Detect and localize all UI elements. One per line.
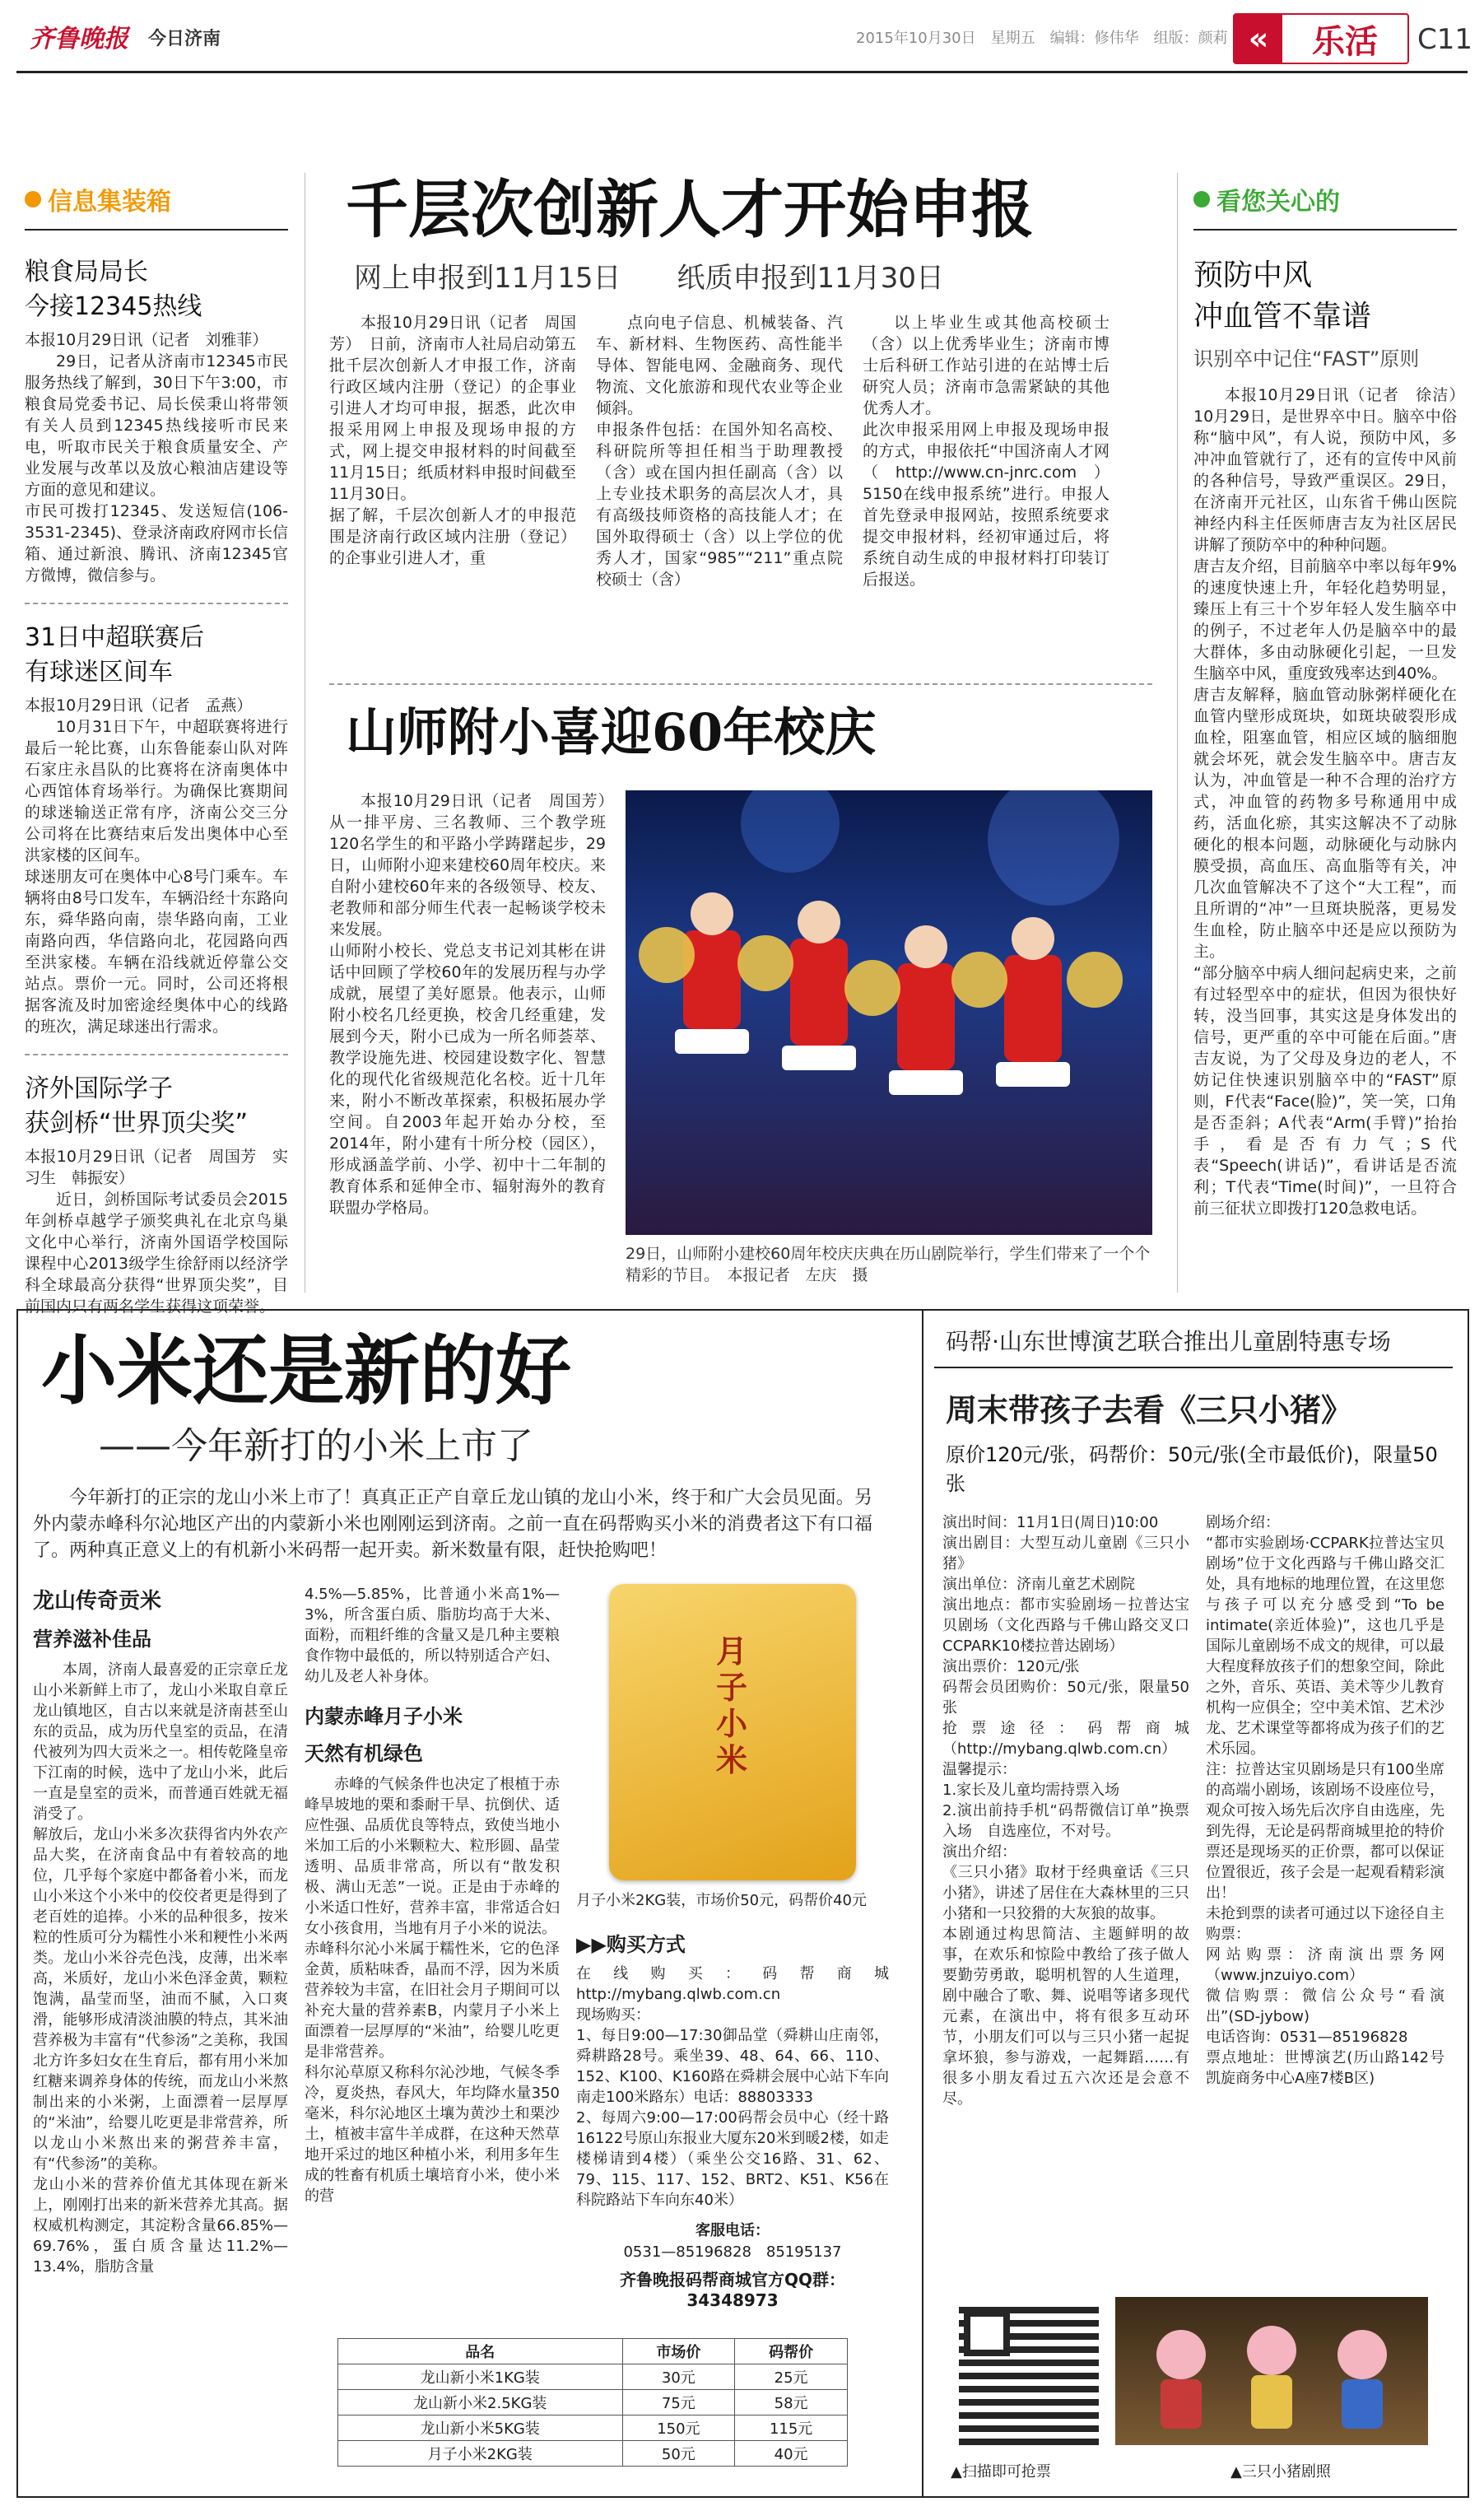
ad-sec1-sub: 营养滋补佳品 — [33, 1628, 151, 1651]
table-header: 市场价 — [622, 2339, 735, 2364]
green-dot-icon — [1193, 191, 1210, 207]
right-divider — [1193, 229, 1457, 231]
hotline-label: 客服电话： — [695, 2222, 770, 2239]
ad-lead: 今年新打的正宗的龙山小米上市了！真真正正产自章丘龙山镇的龙山小米，终于和广大会员见面。另外内蒙赤峰科尔沁地区产出的内蒙新小米也刚刚运到济南。之前一直在码帮购买小米的消费者这下有口福了。两种真正意义上的有机新小米码帮一起开卖。新米数量有限，赶快抢购吧！ — [33, 1488, 872, 1561]
brief-title: 济外国际学子 获剑桥“世界顶尖奖” — [25, 1074, 249, 1138]
brief-item-2 — [25, 621, 288, 1037]
main-subhead: 网上申报到11月15日 纸质申报到11月30日 — [354, 262, 945, 295]
brief-item-1 — [25, 255, 288, 586]
main-col-2: 点向电子信息、机械装备、汽车、新材料、生物医药、高性能半导体、智能电网、金融商务、现代物流、文化旅游和现代农业等企业倾斜。 申报条件包括：在国外知名高校、科研院所等担任相当于助理教授（含）或在国内担任副高（含）以上专业技术职务的高层次人才，具有高级技师资格的高技能人才；在国外取得硕士（含）以上学位的优秀人才，国家“985”“211”重点院校硕士（含） — [596, 314, 843, 589]
date-line: 2015年10月30日 星期五 编辑：修伟华 组版：颜莉 — [856, 30, 1228, 47]
right-body: 本报10月29日讯（记者 徐洁） 10月29日，是世界卒中日。脑卒中俗称“脑中风”，有人说，预防中风，多冲冲血管就行了，还有的宣传中风前的各种信号，导致严重误区。29日，在济南开元社区，山东省千佛山医院神经内科主任医师唐吉友为社区居民讲解了预防卒中的种种问题。 唐吉友介绍，目前脑卒中率以每年9%的速度快速上升，年轻化趋势明显，臻压上有三十个岁年轻人发生脑卒中的例子，不过老年人仍是脑卒中的最大群体，多由动脉硬化引起，一旦发生脑卒中风，重度致残率达到40%。 唐吉友解释，脑血管动脉粥样硬化在血管内壁形成斑块，如斑块破裂形成血栓，阻塞血管，相应区域的脑细胞就会坏死，就会发生脑卒中。唐吉友认为，冲血管是一种不合理的治疗方式，冲血管的药物多号称通用中成药，活血化瘀，其实这解决不了动脉硬化的根本问题，动脉硬化与动脉内膜受损，高血压、高血脂等有关，冲几次血管解决不了这个“大工程”，而且所谓的“冲”一旦斑块脱落，更易发生血栓，防止脑卒中还是应以预防为主。 “部分脑卒中病人细问起病史来，之前有过轻型卒中的症状，但因为很快好转，没当回事，其实这是身体发出的信号，更严重的卒中可能在后面。”唐吉友说，为了父母及身边的老人，不妨记住快速识别脑卒中的“FAST”原则，F代表“Face(脸)”，笑一笑，口角是否歪斜；A代表“Arm(手臂)”抬抬手，看是否有力气；S代表“Speech(讲话)”，看讲话是否流利；T代表“Time(时间)”，一旦符合前三征状立即拨打120急救电话。 — [1193, 386, 1457, 1218]
ad-col2-body: 4.5%—5.85%，比普通小米高1%—3%，所含蛋白质、脂肪均高于大米、面粉，而粗纤维的含量又是几种主要粮食作物中最低的，所以特别适合产妇、幼儿及老人补身体。 — [305, 1586, 560, 1685]
right-section-label: 看您关心的 — [1217, 188, 1340, 217]
pig-photo — [1115, 2297, 1428, 2445]
left-column — [25, 181, 288, 1317]
paper-logo: 齐鲁晚报 — [30, 25, 128, 54]
ad-sec2-body: 赤峰的气候条件也决定了根植于赤峰旱坡地的栗和黍耐干旱、抗倒伏、适应性强、品质优良等特点，致使当地小米加工后的小米颗粒大、粒形圆、晶莹透明、品质非常高，所以有“散发积极、满山无恙”一说。正是由于赤峰的小米适口性好，营养丰富，非常适合妇女小孩食用，当地有月子小米的说法。 赤峰科尔沁小米属于糯性米，它的色泽金黄，质粘味香，晶而不浮，因为米质营养较为丰富，在旧社会月子期间可以补充大量的营养素B，内蒙月子小米上面漂着一层厚厚的“米油”，给婴儿吃更是非常营养。 科尔沁草原又称科尔沁沙地，气候冬季冷，夏炎热，春风大，年均降水量350毫米，科尔沁地区土壤为黄沙土和栗沙土，植被丰富牛羊成群，在这种天然草地开采过的地区种植小米，利用多年生成的牲畜有机质土壤培育小米，使小米的营 — [305, 1776, 560, 2205]
product-label: 月子小米 — [716, 1633, 748, 1778]
qr-finder-icon — [964, 2310, 1010, 2356]
ad-right-price: 原价120元/张，码帮价：50元/张(全市最低价)，限量50张 — [946, 1443, 1438, 1495]
table-cell: 龙山新小米2.5KG装 — [338, 2390, 623, 2415]
ad-right-col1: 演出时间：11月1日(周日)10:00 演出剧目：大型互动儿童剧《三只小猪》 演出单位：济南儿童艺术剧院 演出地点：都市实验剧场－拉普达宝贝剧场（文化西路与千佛山路交叉口CCPARK10楼拉普达剧场） 演出票价：120元/张 码帮会员团购价：50元/张，限量50张 抢票途径：码帮商城（http://mybang.qlwb.com.cn） 温馨提示： 1.家长及儿童均需持票入场 2.演出前持手机“码帮微信订单”换票入场 自选座位，不对号。 演出介绍： 《三只小猪》取材于经典童话《三只小猪》，讲述了居住在大森林里的三只小猪和一只狡猾的大灰狼的故事。 本剧通过构思简洁、主题鲜明的故事，在欢乐和惊险中教给了孩子做人要勤劳勇敢，聪明机智的人生道理，剧中融合了歌、舞、说唱等诸多现代元素，在演出中，将有很多互动环节，小朋友们可以与三只小猪一起捉拿坏狼，参与游戏，一起舞蹈……有很多小朋友看过五六次还是会意不尽。 — [942, 1514, 1189, 2108]
ad-sec2-title: 内蒙赤峰月子小米 — [305, 1705, 463, 1728]
ad-right-top: 码帮·山东世博演艺联合推出儿童剧特惠专场 — [946, 1328, 1391, 1355]
badge-chevron-icon: « — [1235, 15, 1282, 63]
school-body: 本报10月29日讯（记者 周国芳） 从一排平房、三名教师、三个教学班120名学生的和平路小学踌躇起步，29日，山师附小迎来建校60周年校庆。来自附小建校60年来的各级领导、校友、老教师和部分师生代表一起畅谈学校未来发展。 山师附小校长、党总支书记刘其彬在讲话中回顾了学校60年的发展历程与办学成就，展望了美好愿景。他表示，山师附小校名几经更换，校舍几经重建，发展到今天，附小已成为一所名师荟萃、教学设施先进、校园建设数字化、智慧化的现代化省级规范化名校。近十几年来，附小不断改革探索，积极拓展办学空间。自2003年起开始办分校，至2014年，附小建有十所分校（园区），形成涵盖学前、小学、初中十二年制的教育体系和延伸全市、辐射海外的教育联盟办学格局。 — [329, 792, 606, 1217]
ad-subhead: ——今年新打的小米上市了 — [99, 1425, 533, 1467]
ad-right-headline: 周末带孩子去看《三只小猪》 — [946, 1392, 1353, 1428]
brief-title: 粮食局局长 今接12345热线 — [25, 258, 202, 321]
brief-item-3 — [25, 1072, 288, 1317]
masthead — [0, 0, 1484, 74]
brief-separator — [25, 603, 288, 604]
main-headline: 千层次创新人才开始申报 — [346, 173, 1034, 246]
table-cell: 月子小米2KG装 — [338, 2441, 623, 2467]
table-cell: 30元 — [622, 2364, 735, 2390]
table-cell: 75元 — [622, 2390, 735, 2415]
pig-photo-caption: ▲三只小猪剧照 — [1230, 2463, 1331, 2481]
buy-body: 在线购买：码帮商城http://mybang.qlwb.com.cn 现场购买： 1、每日9:00—17:30御品堂（舜耕山庄南邻，舜耕路28号。乘坐39、48、64、66、110、152、K100、K160路在舜耕会展中心站下车向南走100米路东）电话：88803333 2、每周六9:00—17:00码帮会员中心（经十路16122号原山东报业大厦东20米到暖2楼，如走楼梯请到4楼）（乘坐公交16路、31、62、79、115、117、152、BRT2、K51、K56在科院路站下车向东40米） — [576, 1965, 889, 2209]
left-section-label: 信息集装箱 — [48, 188, 171, 217]
buy-title: ▶▶购买方式 — [576, 1933, 686, 1956]
right-col-vrule — [1177, 173, 1178, 1293]
left-divider — [25, 229, 288, 231]
table-cell: 150元 — [622, 2415, 735, 2441]
story-separator — [329, 683, 1152, 685]
main-col-3: 以上毕业生或其他高校硕士（含）以上优秀毕业生；济南市博士后科研工作站引进的在站博士后研究人员；济南市急需紧缺的其他优秀人才。 此次申报采用网上申报及现场申报的方式，申报依托“中国济南人才网（http://www.cn-jnrc.com）5150在线申报系统”进行。申报人首先登录申报网站，按照系统要求提交申报材料，经初审通过后，将系统自动生成的申报材料打印装订后报送。 — [863, 314, 1110, 589]
ad-right-col2: 剧场介绍： “都市实验剧场·CCPARK拉普达宝贝剧场”位于文化西路与千佛山路交汇处，具有地标的地理位置，在这里您与孩子可以充分感受到“To be intimate(亲近体验)”，这也几乎是国际儿童剧场不成文的规律，可以最大程度释放孩子们的想象空间，除此之外，音乐、英语、美术等少儿教育机构一应俱全；空中美术馆、艺术沙龙、艺术课堂等都将成为孩子们的艺术乐园。 注：拉普达宝贝剧场是只有100坐席的高端小剧场，该剧场不设座位号，观众可按入场先后次序自由选座，先到先得，无论是码帮商城里抢的特价票还是现场买的正价票，都可以保证位置很近，孩子会是一起观看精彩演出！ 未抢到票的读者可通过以下途径自主购票： 网站购票：济南演出票务网（www.jnzuiyo.com） 微信购票：微信公众号“看演出”(SD-jybow) 电话咨询：0531—85196828 票点地址：世博演艺(历山路142号凯旋商务中心A座7楼B区) — [1206, 1514, 1444, 2087]
ad-divider — [922, 1309, 923, 2496]
table-cell: 50元 — [622, 2441, 735, 2467]
product-caption: 月子小米2KG装，市场价50元，码帮价40元 — [576, 1892, 868, 1909]
orange-dot-icon — [25, 191, 41, 207]
table-header: 码帮价 — [735, 2339, 848, 2364]
price-table — [337, 2338, 848, 2467]
table-cell: 25元 — [735, 2364, 848, 2390]
table-cell: 40元 — [735, 2441, 848, 2467]
brief-separator — [25, 1054, 288, 1055]
performance-photo-graphic — [626, 790, 1152, 1235]
school-story — [329, 700, 1152, 1286]
table-cell: 龙山新小米1KG装 — [338, 2364, 623, 2390]
three-pigs-graphic — [1115, 2297, 1428, 2445]
ad-right-rule — [934, 1367, 1453, 1368]
main-story — [329, 173, 1152, 590]
right-subhead: 识别卒中记住“FAST”原则 — [1193, 347, 1420, 370]
ad-headline: 小米还是新的好 — [41, 1326, 572, 1415]
right-headline: 预防中风 冲血管不靠谱 — [1193, 259, 1372, 333]
school-photo — [626, 790, 1152, 1235]
brief-body: 10月31日下午，中超联赛将进行最后一轮比赛，山东鲁能泰山队对阵石家庄永昌队的比赛将在济南奥体中心西馆体育场举行。为确保比赛期间的球迷输送正常有序，济南公交三分公司将在比赛结束后发出奥体中心至洪家楼的区间车。 球迷朋友可在奥体中心8号门乘车。车辆将由8号口发车，车辆沿经十东路向东，舜华路向南，崇华路向南，工业南路向西，华信路向北，花园路向西至洪家楼。车辆在沿线就近停靠公交站点。票价一元。同时，公司还将根据客流及时加密途经奥体中心的线路的班次，满足球迷出行需求。 — [25, 718, 288, 1036]
table-header: 品名 — [338, 2339, 623, 2364]
section-name: 今日济南 — [148, 29, 221, 49]
brief-byline: 本报10月29日讯（记者 刘雅菲） — [25, 331, 268, 349]
right-column — [1193, 181, 1457, 1219]
brief-body: 近日，剑桥国际考试委员会2015年剑桥卓越学子颁奖典礼在北京鸟巢文化中心举行，济南外国语学校国际课程中心2013级学生徐舒雨以经济学科全球最高分获得“世界顶尖奖”，目前国内只有两名学生获得这项荣誉。 — [25, 1190, 288, 1316]
school-headline: 山师附小喜迎60年校庆 — [346, 702, 877, 762]
school-photo-caption: 29日，山师附小建校60周年校庆庆典在历山剧院举行，学生们带来了一个个精彩的节目。 本报记者 左庆 摄 — [626, 1245, 1151, 1284]
masthead-rule — [16, 71, 1468, 73]
ad-sec1-title: 龙山传奇贡米 — [33, 1589, 162, 1614]
brief-body: 29日，记者从济南市12345市民服务热线了解到，30日下午3:00，市粮食局党委书记、局长侯秉山将带领有关人员到12345热线接听市民来电，听取市民关于粮食质量安全、产业发展与改革以及放心粮油店建设等方面的意见和建议。 市民可拨打12345、发送短信(106-3531-2345)、登录济南政府网市长信箱、通过新浪、腾讯、济南12345官方微博，微信参与。 — [25, 352, 288, 585]
badge-label: 乐活 — [1312, 22, 1378, 61]
table-row — [338, 2415, 848, 2441]
product-image — [609, 1584, 856, 1880]
ad-right — [934, 1317, 1453, 2481]
brief-title: 31日中超联赛后 有球迷区间车 — [25, 623, 205, 687]
qr-caption: ▲扫描即可抢票 — [951, 2463, 1051, 2481]
table-cell: 龙山新小米5KG装 — [338, 2415, 623, 2441]
page-number: C11 — [1417, 23, 1473, 56]
table-cell: 58元 — [735, 2390, 848, 2415]
section-badge — [1233, 13, 1409, 64]
right-section-title — [1193, 181, 1457, 217]
ad-sec2-sub: 天然有机绿色 — [305, 1742, 423, 1765]
left-section-title — [25, 181, 288, 217]
ad-sec1-body: 本周，济南人最喜爱的正宗章丘龙山小米新鲜上市了，龙山小米取自章丘龙山镇地区，自古以来就是济南甚至山东的贡品，成为历代皇室的贡品，在清代被列为四大贡米之一。相传乾隆皇帝下江南的时候，选中了龙山小米，此后一直是皇室的贡米，而普通百姓就无福消受了。 解放后，龙山小米多次获得省内外农产品大奖，在济南食品中有着较高的地位，几乎每个家庭中都备着小米，而龙山小米这个小米中的佼佼者更是得到了老百姓的追捧。小米的品种很多，按米粒的性质可分为糯性小米和粳性小米两类。龙山小米谷壳色浅，皮薄，出米率高，米质好，龙山小米色泽金黄，颗粒饱满，晶莹而坚，油而不腻，入口爽滑，能够形成清淡油膜的特点，其米油营养极为丰富有“代参汤”之美称，我国北方许多妇女在生育后，都有用小米加红糖来调养身体的传统，而龙山小米熬制出来的小米粥，上面漂着一层厚厚的“米油”，给婴儿吃更是非常营养，所以龙山小米熬出来的粥营养丰富，有“代参汤”的美称。 龙山小米的营养价值尤其体现在新米上，刚刚打出来的新米营养尤其高。据权威机构测定，其淀粉含量66.85%—69.76%，蛋白质含量达11.2%—13.4%，脂肪含量 — [33, 1661, 288, 2276]
table-row — [338, 2441, 848, 2467]
brief-byline: 本报10月29日讯（记者 周国芳 实习生 韩振安） — [25, 1148, 288, 1187]
table-cell: 115元 — [735, 2415, 848, 2441]
main-col-1: 本报10月29日讯（记者 周国芳） 日前，济南市人社局启动第五批千层次创新人才申报工作，济南行政区域内注册（登记）的企事业引进人才均可申报，据悉，此次申报采用网上申报及现场申报的方式，网上提交申报材料的时间截至11月15日；纸质材料申报时间截至11月30日。 据了解，千层次创新人才的申报范围是济南行政区域内注册（登记）的企事业引进人才，重 — [329, 314, 576, 567]
table-row — [338, 2364, 848, 2390]
hotline-numbers: 0531—85196828 85195137 — [623, 2243, 842, 2261]
ad-left — [33, 1325, 905, 2463]
brief-byline: 本报10月29日讯（记者 孟燕） — [25, 696, 253, 715]
ad-footer: 齐鲁晚报码帮商城官方QQ群：34348973 — [619, 2270, 845, 2310]
qr-code[interactable] — [959, 2305, 1099, 2445]
table-row — [338, 2390, 848, 2415]
